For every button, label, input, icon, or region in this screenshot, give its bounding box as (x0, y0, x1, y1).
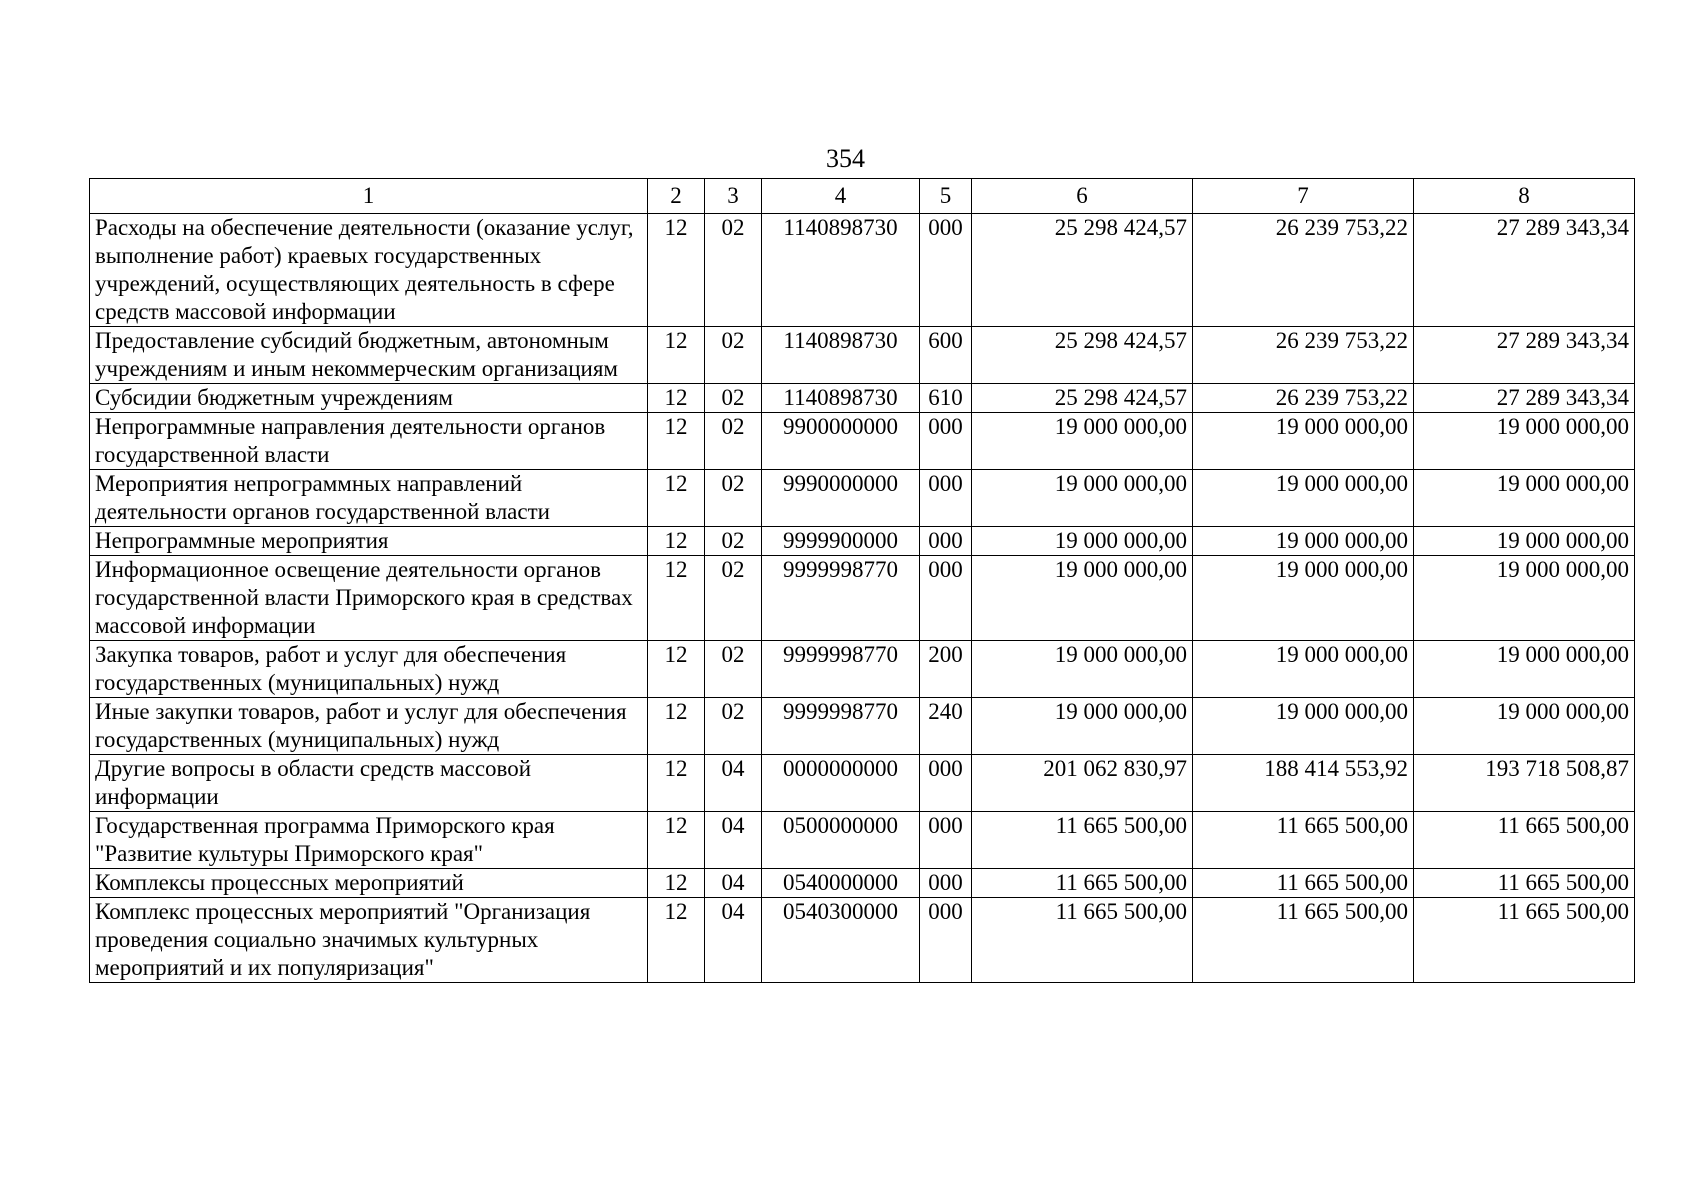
row-amount-3: 27 289 343,34 (1414, 384, 1635, 413)
row-name: Субсидии бюджетным учреждениям (90, 384, 648, 413)
row-section: 12 (648, 869, 705, 898)
row-section: 12 (648, 527, 705, 556)
row-subsection: 02 (705, 327, 762, 384)
row-amount-2: 19 000 000,00 (1193, 556, 1414, 641)
row-amount-2: 26 239 753,22 (1193, 384, 1414, 413)
row-name: Комплексы процессных мероприятий (90, 869, 648, 898)
row-expense-type: 240 (920, 698, 972, 755)
row-amount-1: 11 665 500,00 (972, 898, 1193, 983)
row-name: Непрограммные мероприятия (90, 527, 648, 556)
row-name: Комплекс процессных мероприятий "Организация проведения социально значимых культурных мероприятий и их популяризация" (90, 898, 648, 983)
page-number: 354 (826, 144, 865, 173)
row-subsection: 02 (705, 556, 762, 641)
row-amount-3: 19 000 000,00 (1414, 641, 1635, 698)
row-subsection: 04 (705, 898, 762, 983)
column-header: 3 (705, 179, 762, 214)
row-amount-1: 19 000 000,00 (972, 470, 1193, 527)
row-expense-type: 200 (920, 641, 972, 698)
row-expense-type: 000 (920, 812, 972, 869)
row-target-article: 9999998770 (762, 698, 920, 755)
row-target-article: 0000000000 (762, 755, 920, 812)
row-amount-3: 11 665 500,00 (1414, 869, 1635, 898)
row-section: 12 (648, 413, 705, 470)
row-amount-2: 19 000 000,00 (1193, 641, 1414, 698)
row-target-article: 0500000000 (762, 812, 920, 869)
row-amount-1: 25 298 424,57 (972, 214, 1193, 327)
column-header: 4 (762, 179, 920, 214)
row-subsection: 02 (705, 470, 762, 527)
row-amount-1: 19 000 000,00 (972, 641, 1193, 698)
column-header: 2 (648, 179, 705, 214)
row-name: Государственная программа Приморского края "Развитие культуры Приморского края" (90, 812, 648, 869)
row-expense-type: 000 (920, 869, 972, 898)
row-section: 12 (648, 641, 705, 698)
row-subsection: 02 (705, 698, 762, 755)
row-amount-1: 11 665 500,00 (972, 812, 1193, 869)
row-section: 12 (648, 755, 705, 812)
column-header: 6 (972, 179, 1193, 214)
table-row (90, 327, 1635, 384)
row-target-article: 9999900000 (762, 527, 920, 556)
row-section: 12 (648, 214, 705, 327)
row-expense-type: 600 (920, 327, 972, 384)
row-amount-1: 19 000 000,00 (972, 698, 1193, 755)
row-subsection: 02 (705, 413, 762, 470)
row-amount-2: 11 665 500,00 (1193, 812, 1414, 869)
row-name: Закупка товаров, работ и услуг для обеспечения государственных (муниципальных) нужд (90, 641, 648, 698)
row-target-article: 1140898730 (762, 384, 920, 413)
row-expense-type: 000 (920, 527, 972, 556)
row-expense-type: 000 (920, 898, 972, 983)
row-expense-type: 000 (920, 470, 972, 527)
row-amount-3: 11 665 500,00 (1414, 898, 1635, 983)
row-target-article: 9900000000 (762, 413, 920, 470)
row-amount-1: 201 062 830,97 (972, 755, 1193, 812)
row-amount-2: 11 665 500,00 (1193, 898, 1414, 983)
row-amount-1: 19 000 000,00 (972, 413, 1193, 470)
row-section: 12 (648, 698, 705, 755)
table-row (90, 698, 1635, 755)
row-expense-type: 000 (920, 413, 972, 470)
row-target-article: 0540300000 (762, 898, 920, 983)
row-subsection: 02 (705, 214, 762, 327)
row-section: 12 (648, 812, 705, 869)
row-expense-type: 000 (920, 214, 972, 327)
table-row (90, 527, 1635, 556)
row-amount-3: 19 000 000,00 (1414, 698, 1635, 755)
row-amount-2: 188 414 553,92 (1193, 755, 1414, 812)
row-target-article: 1140898730 (762, 214, 920, 327)
row-amount-2: 19 000 000,00 (1193, 470, 1414, 527)
column-header: 5 (920, 179, 972, 214)
column-header: 1 (90, 179, 648, 214)
row-amount-3: 19 000 000,00 (1414, 527, 1635, 556)
row-subsection: 02 (705, 527, 762, 556)
row-amount-2: 19 000 000,00 (1193, 527, 1414, 556)
row-name: Иные закупки товаров, работ и услуг для обеспечения государственных (муниципальных) нужд (90, 698, 648, 755)
row-name: Другие вопросы в области средств массовой информации (90, 755, 648, 812)
table-row (90, 755, 1635, 812)
table-row (90, 812, 1635, 869)
table-row (90, 470, 1635, 527)
row-name: Информационное освещение деятельности органов государственной власти Приморского края в средствах массовой информации (90, 556, 648, 641)
row-amount-3: 19 000 000,00 (1414, 470, 1635, 527)
row-expense-type: 000 (920, 556, 972, 641)
row-target-article: 1140898730 (762, 327, 920, 384)
row-amount-2: 11 665 500,00 (1193, 869, 1414, 898)
row-amount-3: 27 289 343,34 (1414, 327, 1635, 384)
row-amount-1: 19 000 000,00 (972, 556, 1193, 641)
budget-table (89, 178, 1635, 983)
row-subsection: 04 (705, 869, 762, 898)
row-amount-2: 26 239 753,22 (1193, 327, 1414, 384)
row-amount-2: 19 000 000,00 (1193, 698, 1414, 755)
row-target-article: 9999998770 (762, 641, 920, 698)
table-header-row (90, 179, 1635, 214)
row-amount-1: 11 665 500,00 (972, 869, 1193, 898)
row-name: Непрограммные направления деятельности органов государственной власти (90, 413, 648, 470)
row-amount-3: 193 718 508,87 (1414, 755, 1635, 812)
row-section: 12 (648, 556, 705, 641)
row-subsection: 04 (705, 755, 762, 812)
row-section: 12 (648, 327, 705, 384)
table-row (90, 214, 1635, 327)
table-row (90, 556, 1635, 641)
row-amount-3: 19 000 000,00 (1414, 413, 1635, 470)
row-section: 12 (648, 898, 705, 983)
row-target-article: 9999998770 (762, 556, 920, 641)
row-subsection: 02 (705, 384, 762, 413)
table-row (90, 869, 1635, 898)
row-target-article: 0540000000 (762, 869, 920, 898)
row-expense-type: 000 (920, 755, 972, 812)
row-amount-3: 19 000 000,00 (1414, 556, 1635, 641)
row-expense-type: 610 (920, 384, 972, 413)
row-amount-2: 26 239 753,22 (1193, 214, 1414, 327)
row-amount-1: 19 000 000,00 (972, 527, 1193, 556)
row-name: Расходы на обеспечение деятельности (оказание услуг, выполнение работ) краевых государственных учреждений, осуществляющих деятельность в сфере средств массовой информации (90, 214, 648, 327)
row-subsection: 02 (705, 641, 762, 698)
row-name: Предоставление субсидий бюджетным, автономным учреждениям и иным некоммерческим организациям (90, 327, 648, 384)
row-amount-1: 25 298 424,57 (972, 384, 1193, 413)
row-section: 12 (648, 470, 705, 527)
row-amount-3: 11 665 500,00 (1414, 812, 1635, 869)
row-name: Мероприятия непрограммных направлений деятельности органов государственной власти (90, 470, 648, 527)
row-target-article: 9990000000 (762, 470, 920, 527)
table-row (90, 641, 1635, 698)
row-amount-1: 25 298 424,57 (972, 327, 1193, 384)
table-row (90, 413, 1635, 470)
column-header: 8 (1414, 179, 1635, 214)
row-section: 12 (648, 384, 705, 413)
row-subsection: 04 (705, 812, 762, 869)
row-amount-2: 19 000 000,00 (1193, 413, 1414, 470)
column-header: 7 (1193, 179, 1414, 214)
table-row (90, 384, 1635, 413)
table-row (90, 898, 1635, 983)
row-amount-3: 27 289 343,34 (1414, 214, 1635, 327)
